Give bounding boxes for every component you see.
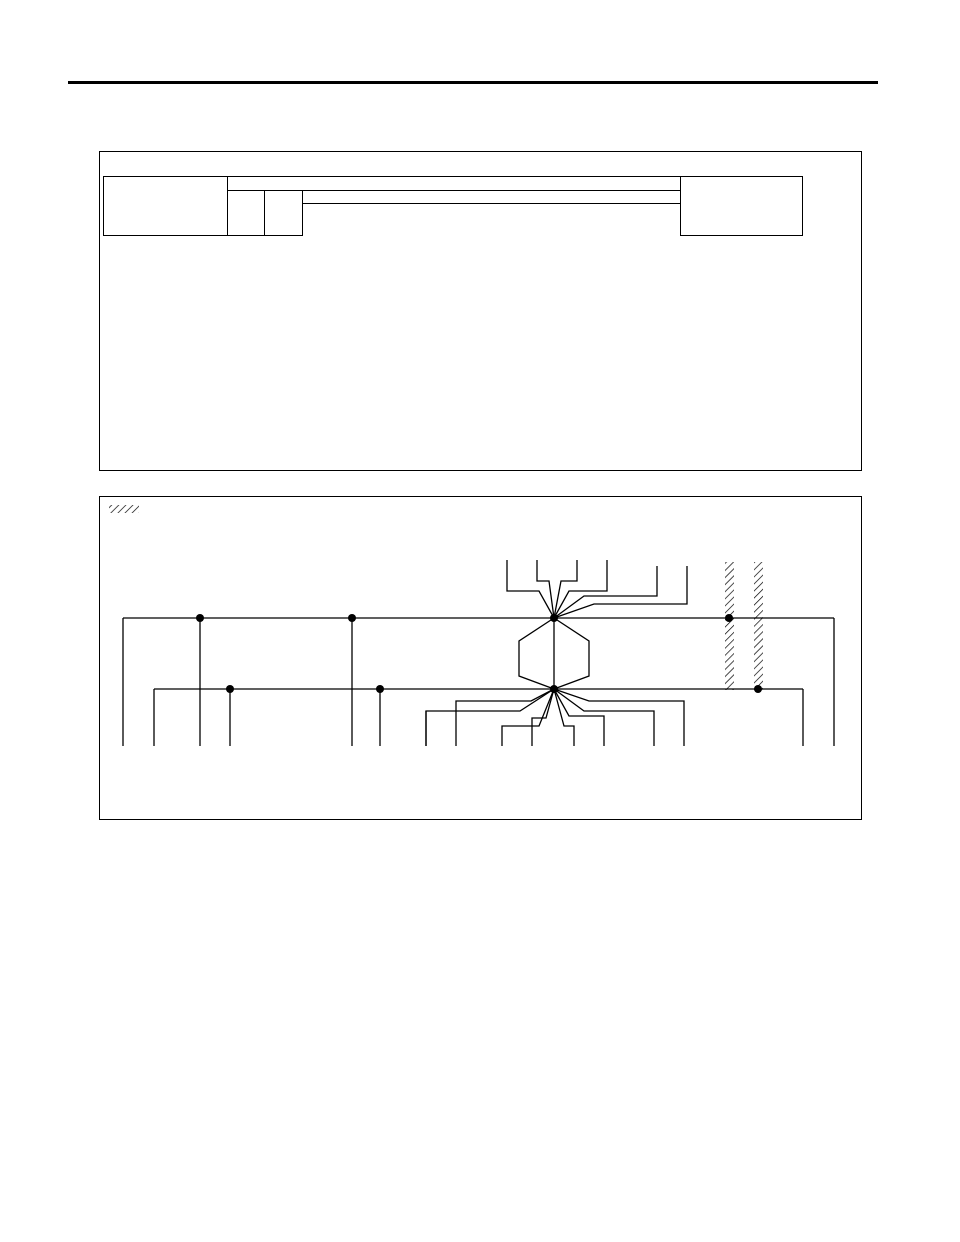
abs-hatched-line-1 bbox=[725, 562, 734, 690]
checkmark-layer bbox=[0, 0, 960, 500]
abs-hatched-line-2 bbox=[754, 562, 763, 690]
can-wiring-diagram bbox=[99, 496, 862, 820]
hatch-legend-swatch bbox=[109, 505, 139, 513]
